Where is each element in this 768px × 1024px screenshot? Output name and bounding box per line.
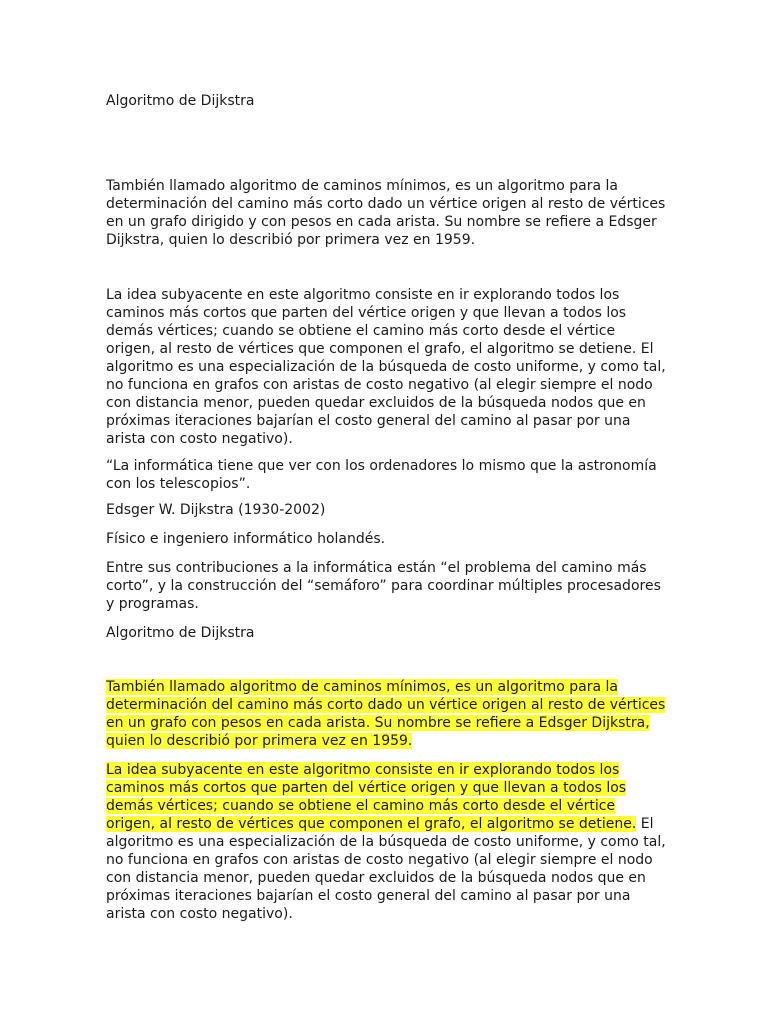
highlighted-idea-text: La idea subyacente en este algoritmo consiste en ir explorando todos los caminos más cortos que parten del vértice origen y que llevan a todos los demás vértices; cuando se obtiene el camino más corto desde el vértice origen, al resto de vértices que componen el grafo, el algoritmo se detiene.: [106, 762, 637, 832]
contributions-paragraph: Entre sus contribuciones a la informática están “el problema del camino más corto”, y la construcción del “semáforo” para coordinar múltiples procesadores y programas.: [106, 560, 661, 612]
idea-rest-text: El algoritmo es una especialización de la búsqueda de costo uniforme, y como tal, no funciona en grafos con aristas de costo negativo (al elegir siempre el nodo con distancia menor, pueden quedar excluidos de la búsqueda nodos que en próximas iteraciones bajarían el costo general del camino al pasar por una arista con costo negativo).: [106, 816, 666, 922]
quote-paragraph: “La informática tiene que ver con los ordenadores lo mismo que la astronomía con los telescopios”.: [106, 458, 657, 492]
document-title: Algoritmo de Dijkstra: [106, 93, 255, 109]
author-description: Físico e ingeniero informático holandés.: [106, 531, 386, 547]
author-line: Edsger W. Dijkstra (1930-2002): [106, 502, 326, 518]
highlighted-idea-paragraph: [106, 761, 666, 923]
second-title: Algoritmo de Dijkstra: [106, 625, 255, 641]
highlighted-intro-text: También llamado algoritmo de caminos mínimos, es un algoritmo para la determinación del camino más corto dado un vértice origen al resto de vértices en un grafo con pesos en cada arista. Su nombre se refiere a Edsger Dijkstra, quien lo describió por primera vez en 1959.: [106, 679, 666, 749]
highlighted-intro-paragraph: [106, 678, 666, 750]
intro-paragraph: También llamado algoritmo de caminos mínimos, es un algoritmo para la determinación del camino más corto dado un vértice origen al resto de vértices en un grafo dirigido y con pesos en cada arista. Su nombre se refiere a Edsger Dijkstra, quien lo describió por primera vez en 1959.: [106, 178, 666, 248]
idea-paragraph: La idea subyacente en este algoritmo consiste en ir explorando todos los caminos más cortos que parten del vértice origen y que llevan a todos los demás vértices; cuando se obtiene el camino más corto desde el vértice origen, al resto de vértices que componen el grafo, el algoritmo se detiene. El algoritmo es una especialización de la búsqueda de costo uniforme, y como tal, no funciona en grafos con aristas de costo negativo (al elegir siempre el nodo con distancia menor, pueden quedar excluidos de la búsqueda nodos que en próximas iteraciones bajarían el costo general del camino al pasar por una arista con costo negativo).: [106, 287, 666, 447]
